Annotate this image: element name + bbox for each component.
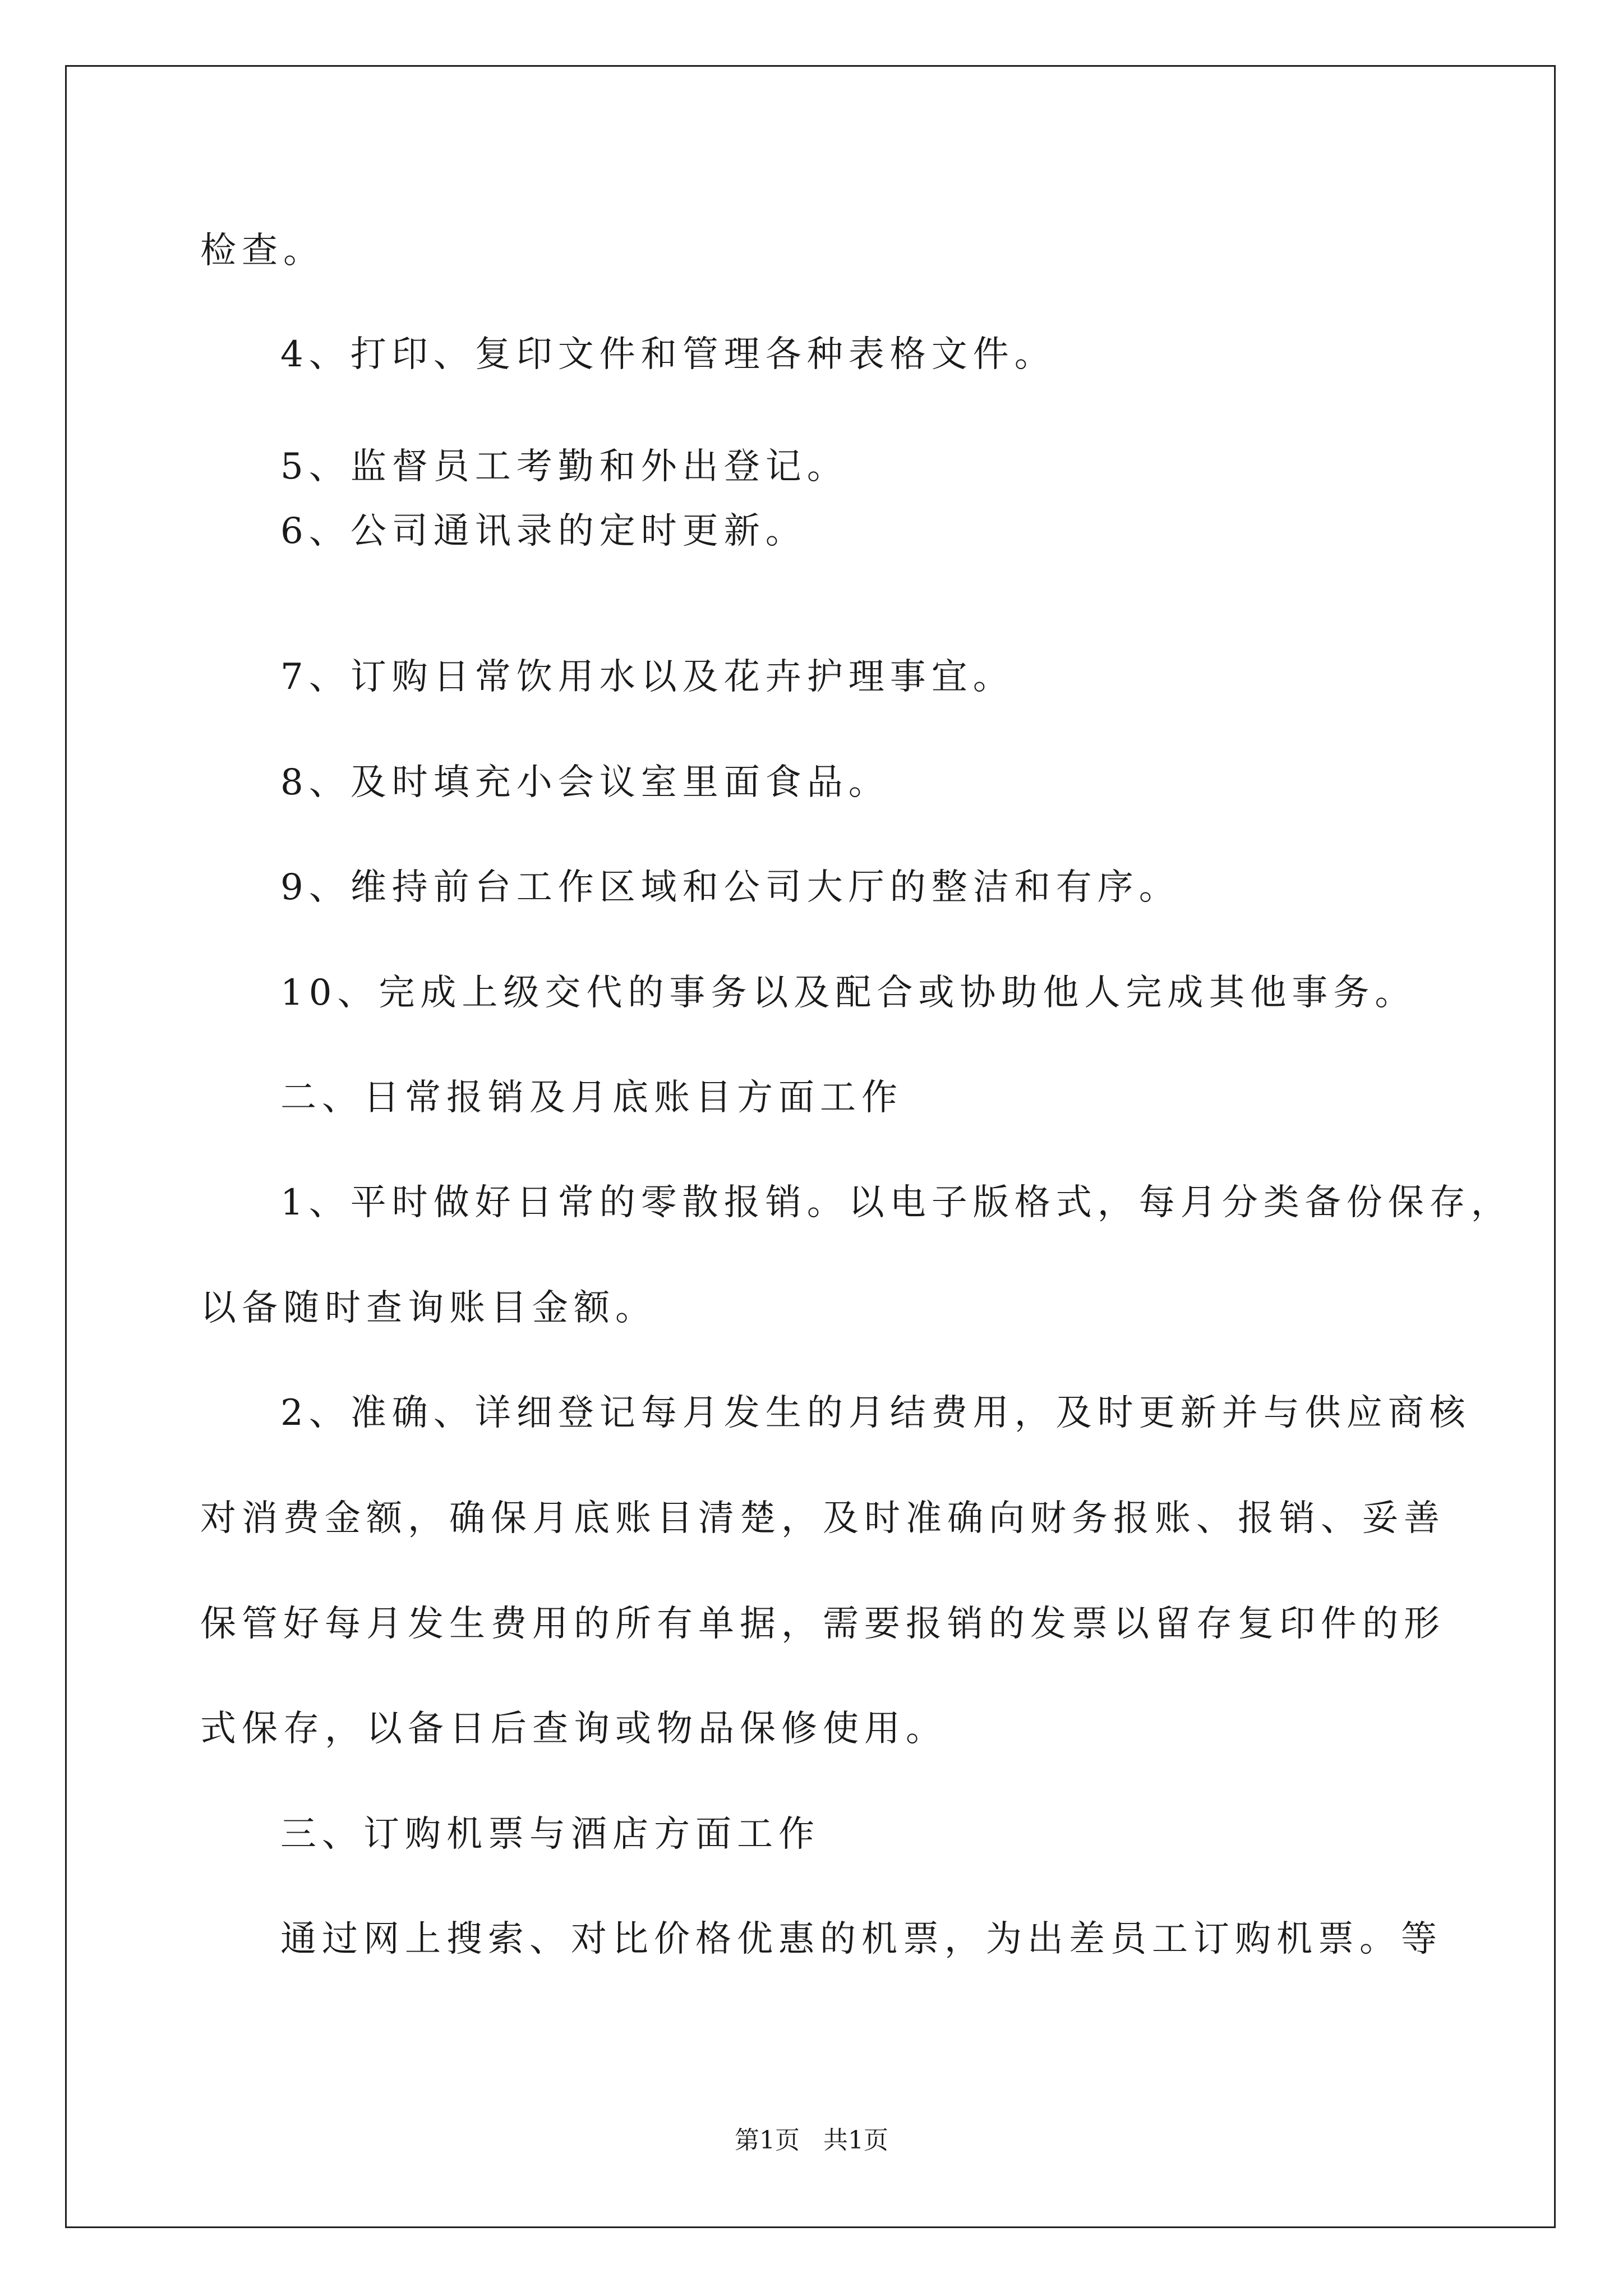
paragraph-line: 以备随时查询账目金额。	[200, 1287, 657, 1329]
paragraph-line: 对消费金额，确保月底账目清楚，及时准确向财务报账、报销、妥善	[200, 1498, 1445, 1539]
paragraph-line: 1、平时做好日常的零散报销。以电子版格式，每月分类备份保存，	[280, 1182, 1513, 1223]
list-item: 5、监督员工考勤和外出登记。	[280, 446, 849, 487]
page-border	[65, 65, 1556, 2228]
list-item: 7、订购日常饮用水以及花卉护理事宜。	[280, 656, 1015, 698]
paragraph-line: 2、准确、详细登记每月发生的月结费用，及时更新并与供应商核	[280, 1392, 1471, 1434]
list-item: 6、公司通讯录的定时更新。	[280, 510, 807, 552]
section-heading: 二、日常报销及月底账目方面工作	[280, 1077, 903, 1119]
list-item: 10、完成上级交代的事务以及配合或协助他人完成其他事务。	[280, 972, 1417, 1014]
paragraph-line: 式保存，以备日后查询或物品保修使用。	[200, 1708, 947, 1750]
page-number-footer: 第1页 共1页	[735, 2126, 888, 2155]
text-line: 检查。	[200, 230, 325, 272]
list-item: 9、维持前台工作区域和公司大厅的整洁和有序。	[280, 867, 1181, 908]
paragraph-line: 保管好每月发生费用的所有单据，需要报销的发票以留存复印件的形	[200, 1603, 1445, 1645]
paragraph-line: 通过网上搜索、对比价格优惠的机票，为出差员工订购机票。等	[280, 1918, 1442, 1960]
list-item: 8、及时填充小会议室里面食品。	[280, 762, 890, 803]
section-heading: 三、订购机票与酒店方面工作	[280, 1814, 820, 1855]
list-item: 4、打印、复印文件和管理各种表格文件。	[280, 334, 1056, 375]
